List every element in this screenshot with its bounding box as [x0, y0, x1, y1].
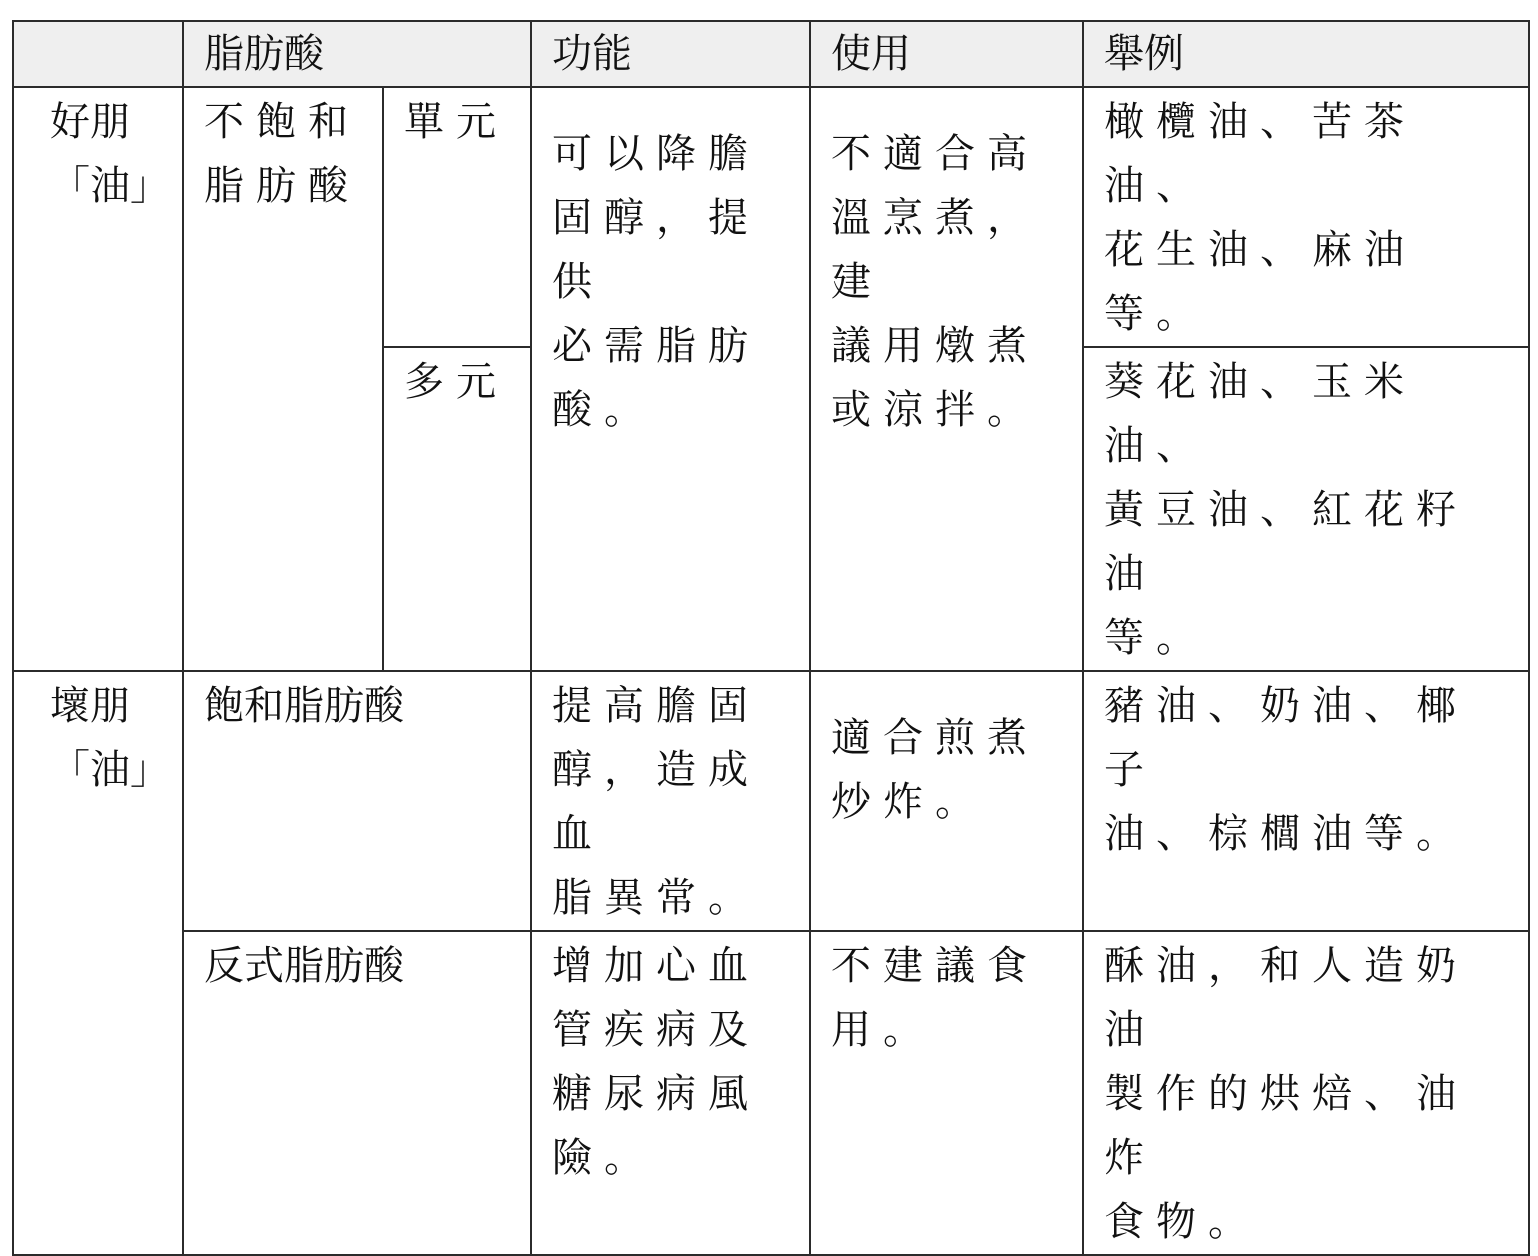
table-row-trans — [13, 931, 1529, 1255]
saturated-examples: 豬油、奶油、椰子 油、棕櫚油等。 — [1083, 671, 1529, 931]
mono-unsaturated-examples: 橄欖油、苦茶油、 花生油、麻油等。 — [1083, 87, 1529, 347]
mono-unsaturated-label: 單元 — [383, 87, 531, 347]
unsaturated-fatty-acid-type: 不飽和 脂肪酸 — [183, 87, 383, 671]
saturated-fatty-acid-type: 飽和脂肪酸 — [183, 671, 531, 931]
trans-examples: 酥油，和人造奶油 製作的烘焙、油炸 食物。 — [1083, 931, 1529, 1255]
poly-unsaturated-label: 多元 — [383, 347, 531, 671]
fatty-acid-table — [12, 20, 1530, 1256]
header-function: 功能 — [531, 21, 810, 87]
table-row-mono-unsaturated — [13, 87, 1529, 347]
good-fats-category: 好朋 「油」 — [13, 87, 183, 671]
trans-fatty-acid-type: 反式脂肪酸 — [183, 931, 531, 1255]
table-row-saturated — [13, 671, 1529, 931]
saturated-usage: 適合煎煮 炒炸。 — [810, 671, 1083, 931]
table-header-row — [13, 21, 1529, 87]
header-examples: 舉例 — [1083, 21, 1529, 87]
trans-usage: 不建議食 用。 — [810, 931, 1083, 1255]
unsaturated-function: 可以降膽 固醇，提供 必需脂肪 酸。 — [531, 87, 810, 671]
header-usage: 使用 — [810, 21, 1083, 87]
poly-unsaturated-examples: 葵花油、玉米油、 黃豆油、紅花籽油 等。 — [1083, 347, 1529, 671]
header-fatty-acid: 脂肪酸 — [183, 21, 531, 87]
bad-fats-category: 壞朋 「油」 — [13, 671, 183, 1255]
unsaturated-usage: 不適合高 溫烹煮，建 議用燉煮 或涼拌。 — [810, 87, 1083, 671]
trans-function: 增加心血 管疾病及 糖尿病風 險。 — [531, 931, 810, 1255]
header-blank-cell — [13, 21, 183, 87]
saturated-function: 提高膽固 醇，造成血 脂異常。 — [531, 671, 810, 931]
